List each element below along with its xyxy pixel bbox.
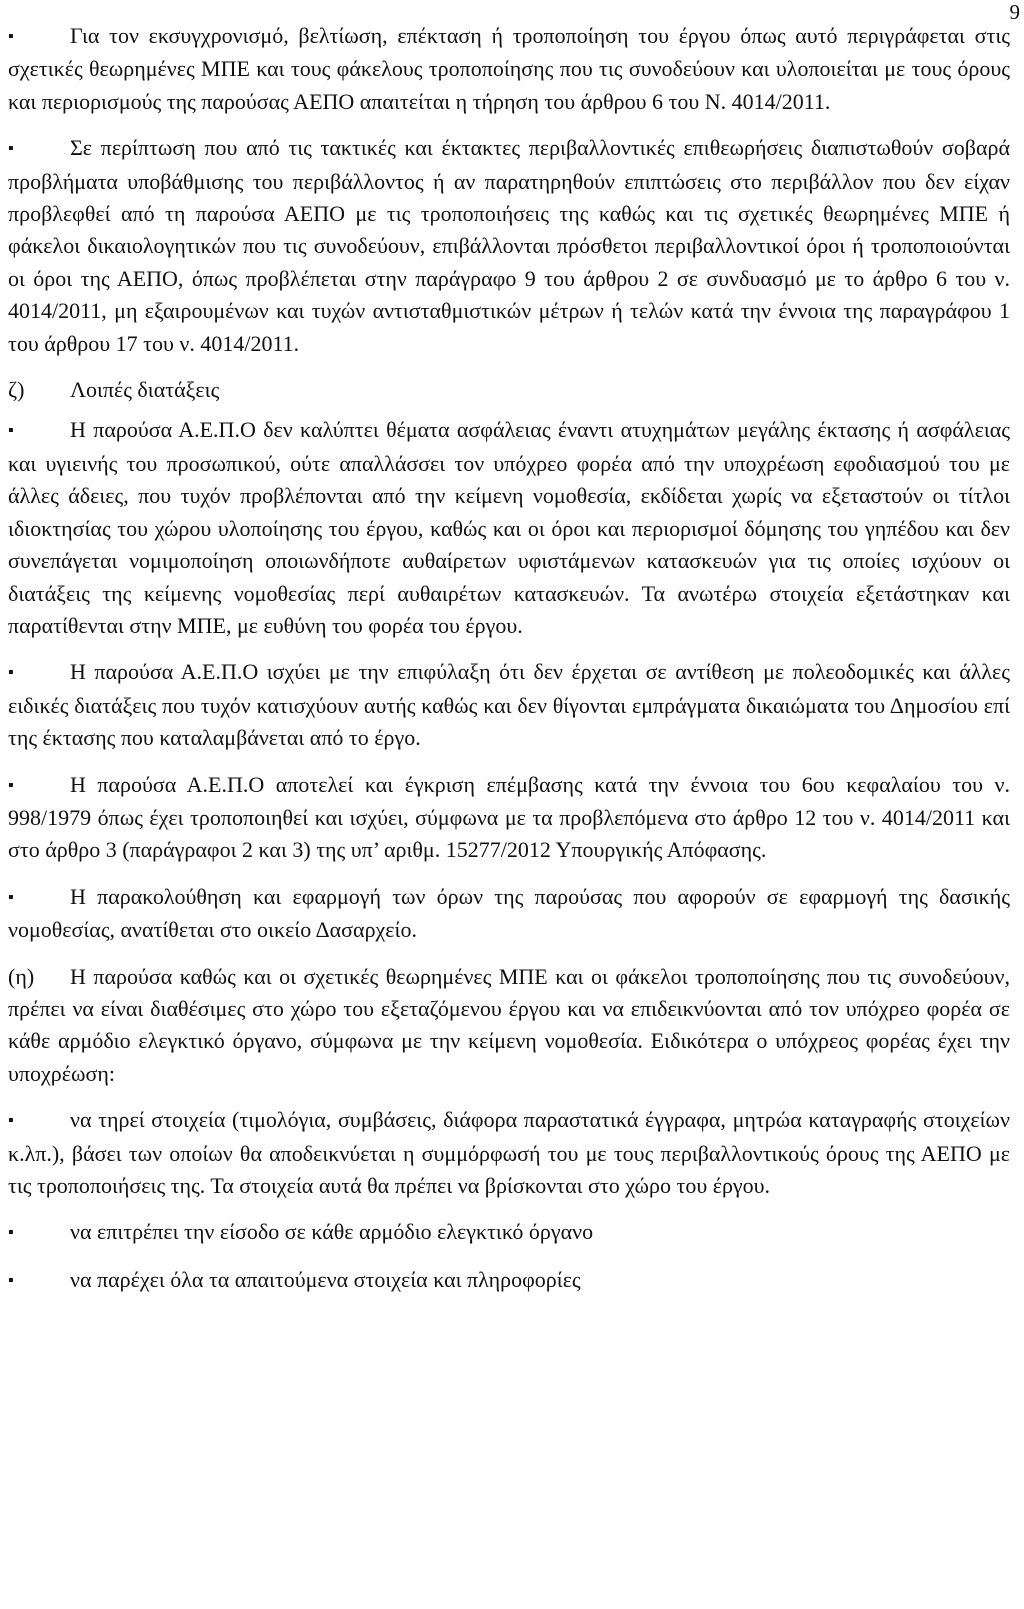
page-number: 9 [1009,0,1020,24]
section-title: Λοιπές διατάξεις [70,377,220,403]
paragraph-bullet-9: ▪ να παρέχει όλα τα απαιτούμενα στοιχεία και πληροφορίες [8,1264,1010,1297]
document-page [8,20,1010,1311]
paragraph-bullet-2: ▪ Σε περίπτωση που από τις τακτικές και έκτακτες περιβαλλοντικές επιθεωρήσεις διαπιστωθούν σοβαρά προβλήματα υποβάθμισης του περιβάλλοντος ή αν παρατηρηθούν επιπτώσεις στο περιβάλλον που δεν είχαν προβλεφθεί από τη παρούσα ΑΕΠΟ με τις τροποποιήσεις της καθώς και τις σχετικές θεωρημένες ΜΠΕ ή φάκελοι δικαιολογητικών που τις συνοδεύουν, επιβάλλονται πρόσθετοι περιβαλλοντικοί όροι ή τροποποιούνται οι όροι της ΑΕΠΟ, όπως προβλέπεται στην παράγραφο 9 του άρθρου 2 σε συνδυασμό με το άρθρο 6 του ν. 4014/2011, μη εξαιρουμένων και τυχών αντισταθμιστικών μέτρων ή τελών κατά την έννοια της παραγράφου 1 του άρθρου 17 του ν. 4014/2011. [8,132,1010,360]
paragraph-bullet-3: ▪ Η παρούσα Α.Ε.Π.Ο δεν καλύπτει θέματα ασφάλειας έναντι ατυχημάτων μεγάλης έκτασης ή ασφάλειας και υγιεινής του προσωπικού, ούτε απαλλάσσει τον υπόχρεο φορέα από την υποχρέωση εφοδιασμού του με άλλες άδειες, που τυχόν προβλέπονται από την κείμενη νομοθεσία, εκδίδεται χωρίς να εξεταστούν οι τίτλοι ιδιοκτησίας του χώρου υλοποίησης του έργου, καθώς και οι όροι και περιορισμοί δόμησης του γηπέδου και δεν συνεπάγεται νομιμοποίηση οποιωνδήποτε αυθαίρετων υφιστάμενων κατασκευών για τις οποίες ισχύουν οι διατάξεις της κείμενης νομοθεσίας περί αυθαιρέτων κατασκευών. Τα ανωτέρω στοιχεία εξετάστηκαν και παρατίθενται στην ΜΠΕ, με ευθύνη του φορέα του έργου. [8,414,1010,642]
section-label: (η) [8,963,35,989]
section-label: ζ) [8,377,25,403]
paragraph-bullet-5: ▪ Η παρούσα Α.Ε.Π.Ο αποτελεί και έγκριση επέμβασης κατά την έννοια του 6ου κεφαλαίου του ν. 998/1979 όπως έχει τροποποιηθεί και ισχύει, σύμφωνα με τα προβλεπόμενα στο άρθρο 12 του ν. 4014/2011 και στο άρθρο 3 (παράγραφοι 2 και 3) της υπ’ αριθμ. 15277/2012 Υπουργικής Απόφασης. [8,769,1010,867]
section-heading-z [8,374,1010,406]
paragraph-bullet-8: ▪ να επιτρέπει την είσοδο σε κάθε αρμόδιο ελεγκτικό όργανο [8,1216,1010,1249]
section-text: Η παρούσα καθώς και οι σχετικές θεωρημένες ΜΠΕ και οι φάκελοι τροποποίησης που τις συνοδεύουν, πρέπει να είναι διαθέσιμες στο χώρο του εξεταζόμενου έργου και να επιδεικνύονται από τον υπόχρεο φορέα σε κάθε αρμόδιο ελεγκτικό όργανο, σύμφωνα με την κείμενη νομοθεσία. Ειδικότερα ο υπόχρεος φορέας έχει την υποχρέωση: [8,963,1010,1086]
paragraph-bullet-6: ▪ Η παρακολούθηση και εφαρμογή των όρων της παρούσας που αφορούν σε εφαρμογή της δασικής νομοθεσίας, ανατίθεται στο οικείο Δασαρχείο. [8,881,1010,947]
paragraph-bullet-1: ▪ Για τον εκσυγχρονισμό, βελτίωση, επέκταση ή τροποποίηση του έργου όπως αυτό περιγράφεται στις σχετικές θεωρημένες ΜΠΕ και τους φάκελους τροποποίησης που τις συνοδεύουν και υλοποιείται με τους όρους και περιορισμούς της παρούσας ΑΕΠΟ απαιτείται η τήρηση του άρθρου 6 του Ν. 4014/2011. [8,20,1010,118]
paragraph-bullet-4: ▪ Η παρούσα Α.Ε.Π.Ο ισχύει με την επιφύλαξη ότι δεν έρχεται σε αντίθεση με πολεοδομικές και άλλες ειδικές διατάξεις που τυχόν κατισχύουν αυτής καθώς και δεν θίγονται εμπράγματα δικαιώματα του Δημοσίου επί της έκτασης που καταλαμβάνεται από το έργο. [8,656,1010,754]
section-paragraph-h [8,961,1010,1091]
paragraph-bullet-7: ▪ να τηρεί στοιχεία (τιμολόγια, συμβάσεις, διάφορα παραστατικά έγγραφα, μητρώα καταγραφής στοιχείων κ.λπ.), βάσει των οποίων θα αποδεικνύεται η συμμόρφωσή του με τους περιβαλλοντικούς όρους της ΑΕΠΟ με τις τροποποιήσεις της. Τα στοιχεία αυτά θα πρέπει να βρίσκονται στο χώρο του έργου. [8,1104,1010,1202]
